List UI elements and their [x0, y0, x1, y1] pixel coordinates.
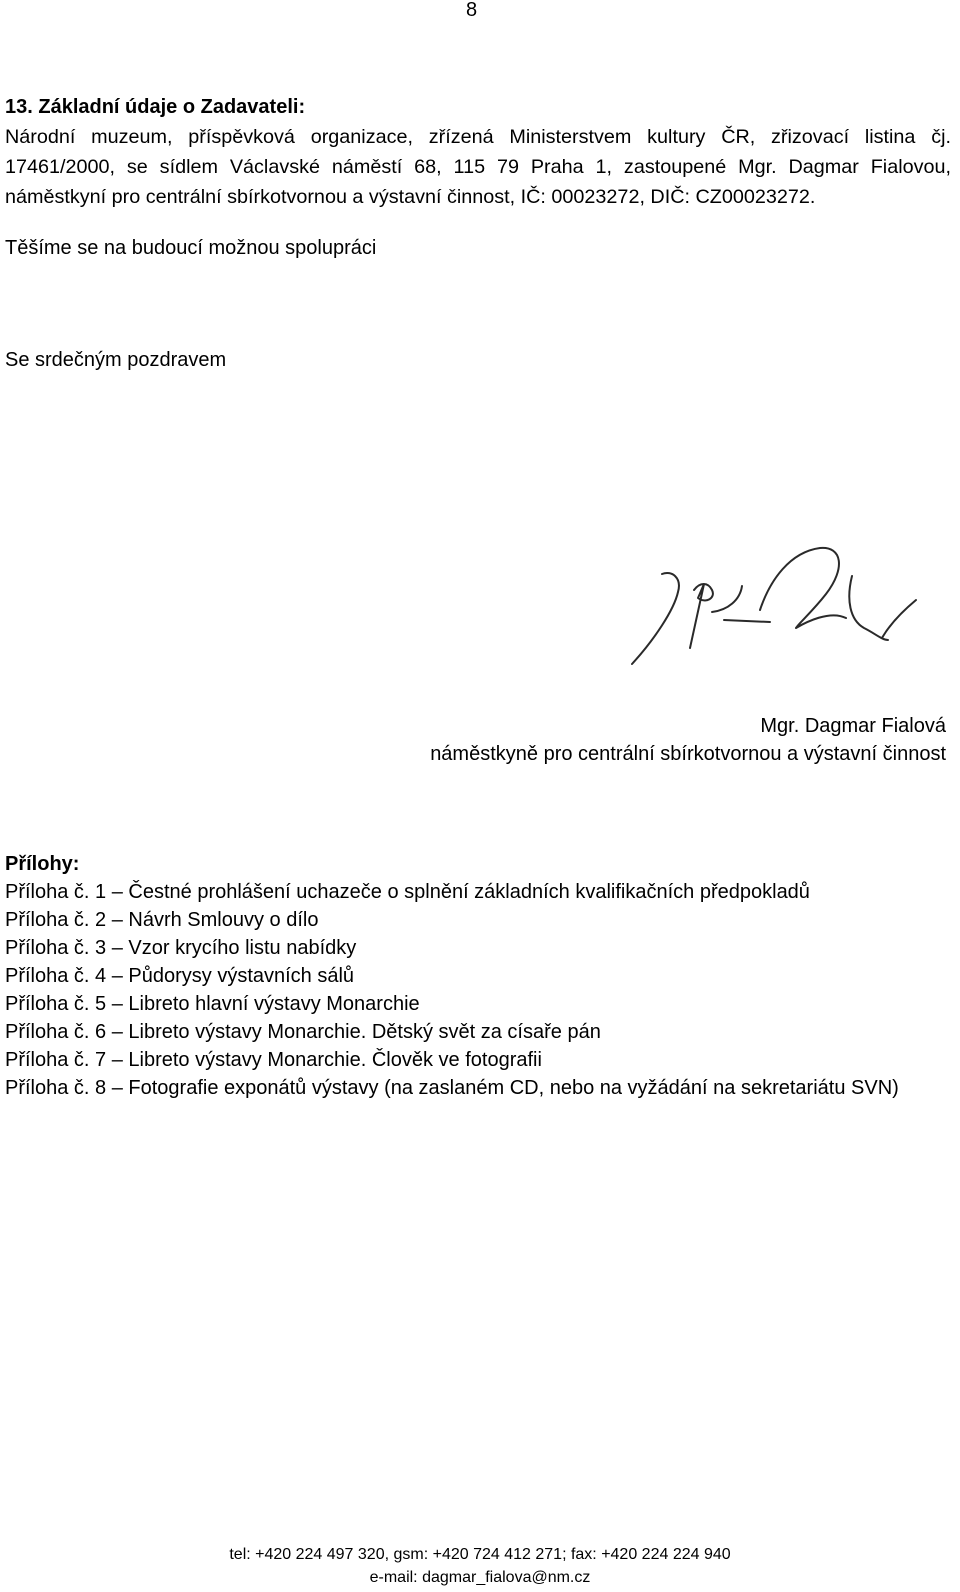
body-line-1: Národní muzeum, příspěvková organizace, zřízená Ministerstvem kultury ČR, zřizovací listina čj.	[5, 126, 951, 148]
cooperation-text: Těšíme se na budoucí možnou spolupráci	[5, 237, 377, 259]
signature-stroke-4	[724, 620, 770, 622]
signature-stroke-2	[690, 584, 713, 648]
signature-stroke-3	[712, 586, 742, 612]
body-line-3: náměstkyní pro centrální sbírkotvornou a výstavní činnost, IČ: 00023272, DIČ: CZ00023272.	[5, 186, 816, 208]
handwritten-signature	[620, 540, 940, 670]
list-item: Příloha č. 6 – Libreto výstavy Monarchie. Dětský svět za císaře pán	[5, 1021, 601, 1043]
body-line-2: 17461/2000, se sídlem Václavské náměstí 68, 115 79 Praha 1, zastoupené Mgr. Dagmar Fialovou,	[5, 156, 951, 178]
list-item: Příloha č. 8 – Fotografie exponátů výstavy (na zaslaném CD, nebo na vyžádání na sekretariátu SVN)	[5, 1077, 899, 1099]
page-number: 8	[466, 0, 478, 21]
attachments-title: Přílohy:	[5, 853, 80, 875]
list-item: Příloha č. 2 – Návrh Smlouvy o dílo	[5, 909, 319, 931]
section-heading: 13. Základní údaje o Zadavateli:	[5, 96, 306, 118]
list-item: Příloha č. 1 – Čestné prohlášení uchazeče o splnění základních kvalifikačních předpokladů	[5, 881, 810, 903]
list-item: Příloha č. 5 – Libreto hlavní výstavy Monarchie	[5, 993, 420, 1015]
list-item: Příloha č. 7 – Libreto výstavy Monarchie. Člověk ve fotografii	[5, 1049, 542, 1071]
footer-contacts: tel: +420 224 497 320, gsm: +420 724 412 271; fax: +420 224 224 940	[229, 1546, 731, 1563]
signature-stroke-7	[882, 600, 916, 638]
attachments-list	[5, 878, 899, 1102]
signature-stroke-5	[760, 548, 846, 628]
list-item: Příloha č. 4 – Půdorysy výstavních sálů	[5, 965, 355, 987]
signature-stroke-1	[632, 573, 679, 664]
signer-name: Mgr. Dagmar Fialová	[760, 715, 946, 737]
contracting-authority-text	[5, 122, 951, 212]
signature-stroke-6	[849, 576, 888, 640]
footer-email: e-mail: dagmar_fialova@nm.cz	[369, 1569, 591, 1586]
greeting-text: Se srdečným pozdravem	[5, 349, 227, 371]
list-item: Příloha č. 3 – Vzor krycího listu nabídky	[5, 937, 357, 959]
signer-position: náměstkyně pro centrální sbírkotvornou a výstavní činnost	[430, 743, 946, 765]
